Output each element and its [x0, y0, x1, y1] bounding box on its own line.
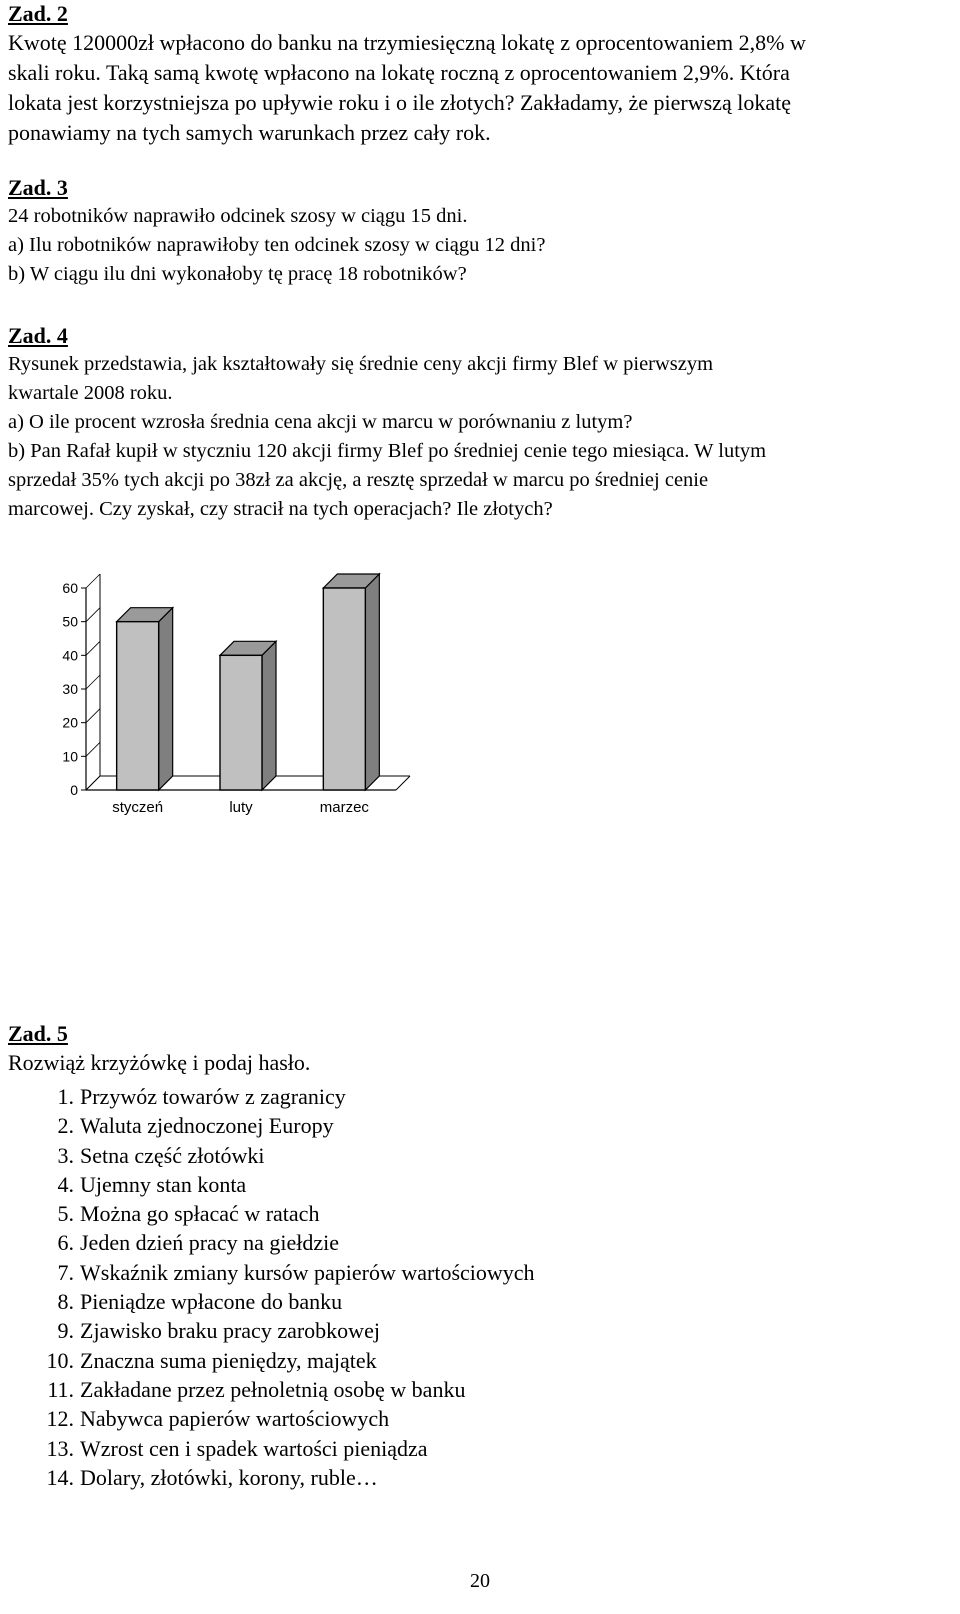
task-5-intro: Rozwiąż krzyżówkę i podaj hasło. — [8, 1050, 311, 1075]
clue-text: Waluta zjednoczonej Europy — [80, 1113, 334, 1139]
clue-text: Jeden dzień pracy na giełdzie — [80, 1230, 339, 1256]
y-tick-label: 60 — [62, 580, 78, 596]
list-item — [8, 1404, 535, 1433]
task-2-text — [8, 28, 806, 148]
y-tick-label: 50 — [62, 613, 78, 630]
task-2 — [8, 0, 806, 148]
bar — [323, 588, 365, 790]
clue-number: 9. — [57, 1318, 74, 1344]
bar-side — [262, 641, 276, 790]
text-line: a) Ilu robotników naprawiłoby ten odcinek szosy w ciągu 12 dni? — [8, 234, 546, 256]
task-3 — [8, 174, 545, 289]
y-tick-label: 30 — [62, 681, 78, 697]
text-line: kwartale 2008 roku. — [8, 382, 173, 404]
clue-text: Ujemny stan konta — [80, 1171, 247, 1197]
x-tick-label: styczeń — [112, 799, 164, 816]
text-line: skali roku. Taką samą kwotę wpłacono na lokatę roczną z oprocentowaniem 2,9%. Która — [8, 60, 790, 85]
clue-number: 6. — [57, 1230, 74, 1256]
y-tick-depth-line — [86, 675, 100, 689]
x-tick-label: luty — [229, 799, 253, 816]
clue-number: 2. — [57, 1113, 74, 1139]
clue-number: 13. — [46, 1435, 74, 1461]
list-item — [8, 1463, 535, 1492]
y-tick-depth-line — [86, 742, 100, 756]
clue-number: 14. — [46, 1464, 74, 1490]
x-tick-label: marzec — [319, 799, 369, 816]
y-tick-label: 40 — [62, 647, 78, 664]
list-item — [8, 1082, 535, 1111]
clue-text: Pieniądze wpłacone do banku — [80, 1289, 343, 1315]
clue-text: Zakładane przez pełnoletnią osobę w banku — [80, 1376, 466, 1402]
list-item — [8, 1228, 535, 1257]
bar — [220, 655, 262, 790]
clue-number: 8. — [57, 1289, 74, 1315]
list-item — [8, 1199, 535, 1228]
text-line: Kwotę 120000zł wpłacono do banku na trzymiesięczną lokatę z oprocentowaniem 2,8% w — [8, 30, 806, 55]
clue-number: 3. — [57, 1142, 74, 1168]
crossword-clues — [8, 1082, 535, 1492]
clue-number: 1. — [57, 1084, 74, 1109]
list-item — [8, 1316, 535, 1345]
text-line: a) O ile procent wzrosła średnia cena akcji w marcu w porównaniu z lutym? — [8, 411, 633, 433]
list-item — [8, 1258, 535, 1287]
list-item — [8, 1434, 535, 1463]
y-tick-depth-line — [86, 574, 100, 588]
text-line: marcowej. Czy zyskał, czy stracił na tych operacjach? Ile złotych? — [8, 498, 553, 520]
y-tick-label: 0 — [70, 782, 78, 798]
clue-number: 4. — [57, 1171, 74, 1197]
page-number: 20 — [470, 1570, 490, 1592]
bar-side — [159, 608, 173, 790]
task-2-title: Zad. 2 — [8, 1, 68, 26]
task-4-text — [8, 350, 766, 524]
y-tick-label: 10 — [62, 748, 78, 765]
y-tick-label: 20 — [62, 714, 78, 731]
text-line: sprzedał 35% tych akcji po 38zł za akcję, a resztę sprzedał w marcu po średniej cenie — [8, 469, 709, 491]
task-5 — [8, 1020, 535, 1492]
clue-text: Wzrost cen i spadek wartości pieniądza — [80, 1435, 428, 1461]
clue-text: Zjawisko braku pracy zarobkowej — [80, 1318, 380, 1344]
list-item — [8, 1170, 535, 1199]
text-line: b) W ciągu ilu dni wykonałoby tę pracę 18 robotników? — [8, 263, 467, 285]
list-item — [8, 1375, 535, 1404]
text-line: lokata jest korzystniejsza po upływie roku i o ile złotych? Zakładamy, że pierwszą lokatę — [8, 90, 791, 115]
text-line: 24 robotników naprawiło odcinek szosy w ciągu 15 dni. — [8, 205, 468, 227]
text-line: ponawiamy na tych samych warunkach przez cały rok. — [8, 120, 491, 145]
clue-number: 12. — [46, 1406, 74, 1432]
task-3-title: Zad. 3 — [8, 175, 68, 200]
clue-text: Dolary, złotówki, korony, ruble… — [80, 1464, 378, 1490]
clue-number: 5. — [57, 1201, 74, 1227]
clue-number: 7. — [57, 1259, 74, 1285]
bar — [117, 622, 159, 790]
bar-side — [365, 574, 379, 790]
clue-number: 11. — [47, 1376, 74, 1402]
list-item — [8, 1111, 535, 1140]
task-4 — [8, 322, 766, 524]
task-3-text — [8, 202, 545, 289]
clue-number: 10. — [46, 1347, 74, 1373]
floor-right-edge — [396, 776, 410, 790]
clue-text: Wskaźnik zmiany kursów papierów wartościowych — [80, 1259, 535, 1285]
bar-chart-svg — [38, 570, 438, 830]
task-4-title: Zad. 4 — [8, 323, 68, 348]
list-item — [8, 1287, 535, 1316]
clue-text: Znaczna suma pieniędzy, majątek — [80, 1347, 377, 1373]
list-item — [8, 1346, 535, 1375]
text-line: b) Pan Rafał kupił w styczniu 120 akcji firmy Blef po średniej cenie tego miesiąca. W lutym — [8, 440, 767, 462]
clue-text: Nabywca papierów wartościowych — [80, 1406, 390, 1432]
y-tick-depth-line — [86, 641, 100, 655]
y-tick-depth-line — [86, 608, 100, 622]
y-tick-depth-line — [86, 709, 100, 723]
text-line: Rysunek przedstawia, jak kształtowały się średnie ceny akcji firmy Blef w pierwszym — [8, 353, 714, 375]
stock-price-chart — [38, 570, 438, 835]
y-tick-depth-line — [86, 776, 100, 790]
task-5-title: Zad. 5 — [8, 1021, 68, 1046]
clue-text: Można go spłacać w ratach — [80, 1201, 320, 1227]
clue-text: Setna część złotówki — [80, 1142, 265, 1168]
clue-text: Przywóz towarów z zagranicy — [80, 1084, 346, 1109]
list-item — [8, 1141, 535, 1170]
